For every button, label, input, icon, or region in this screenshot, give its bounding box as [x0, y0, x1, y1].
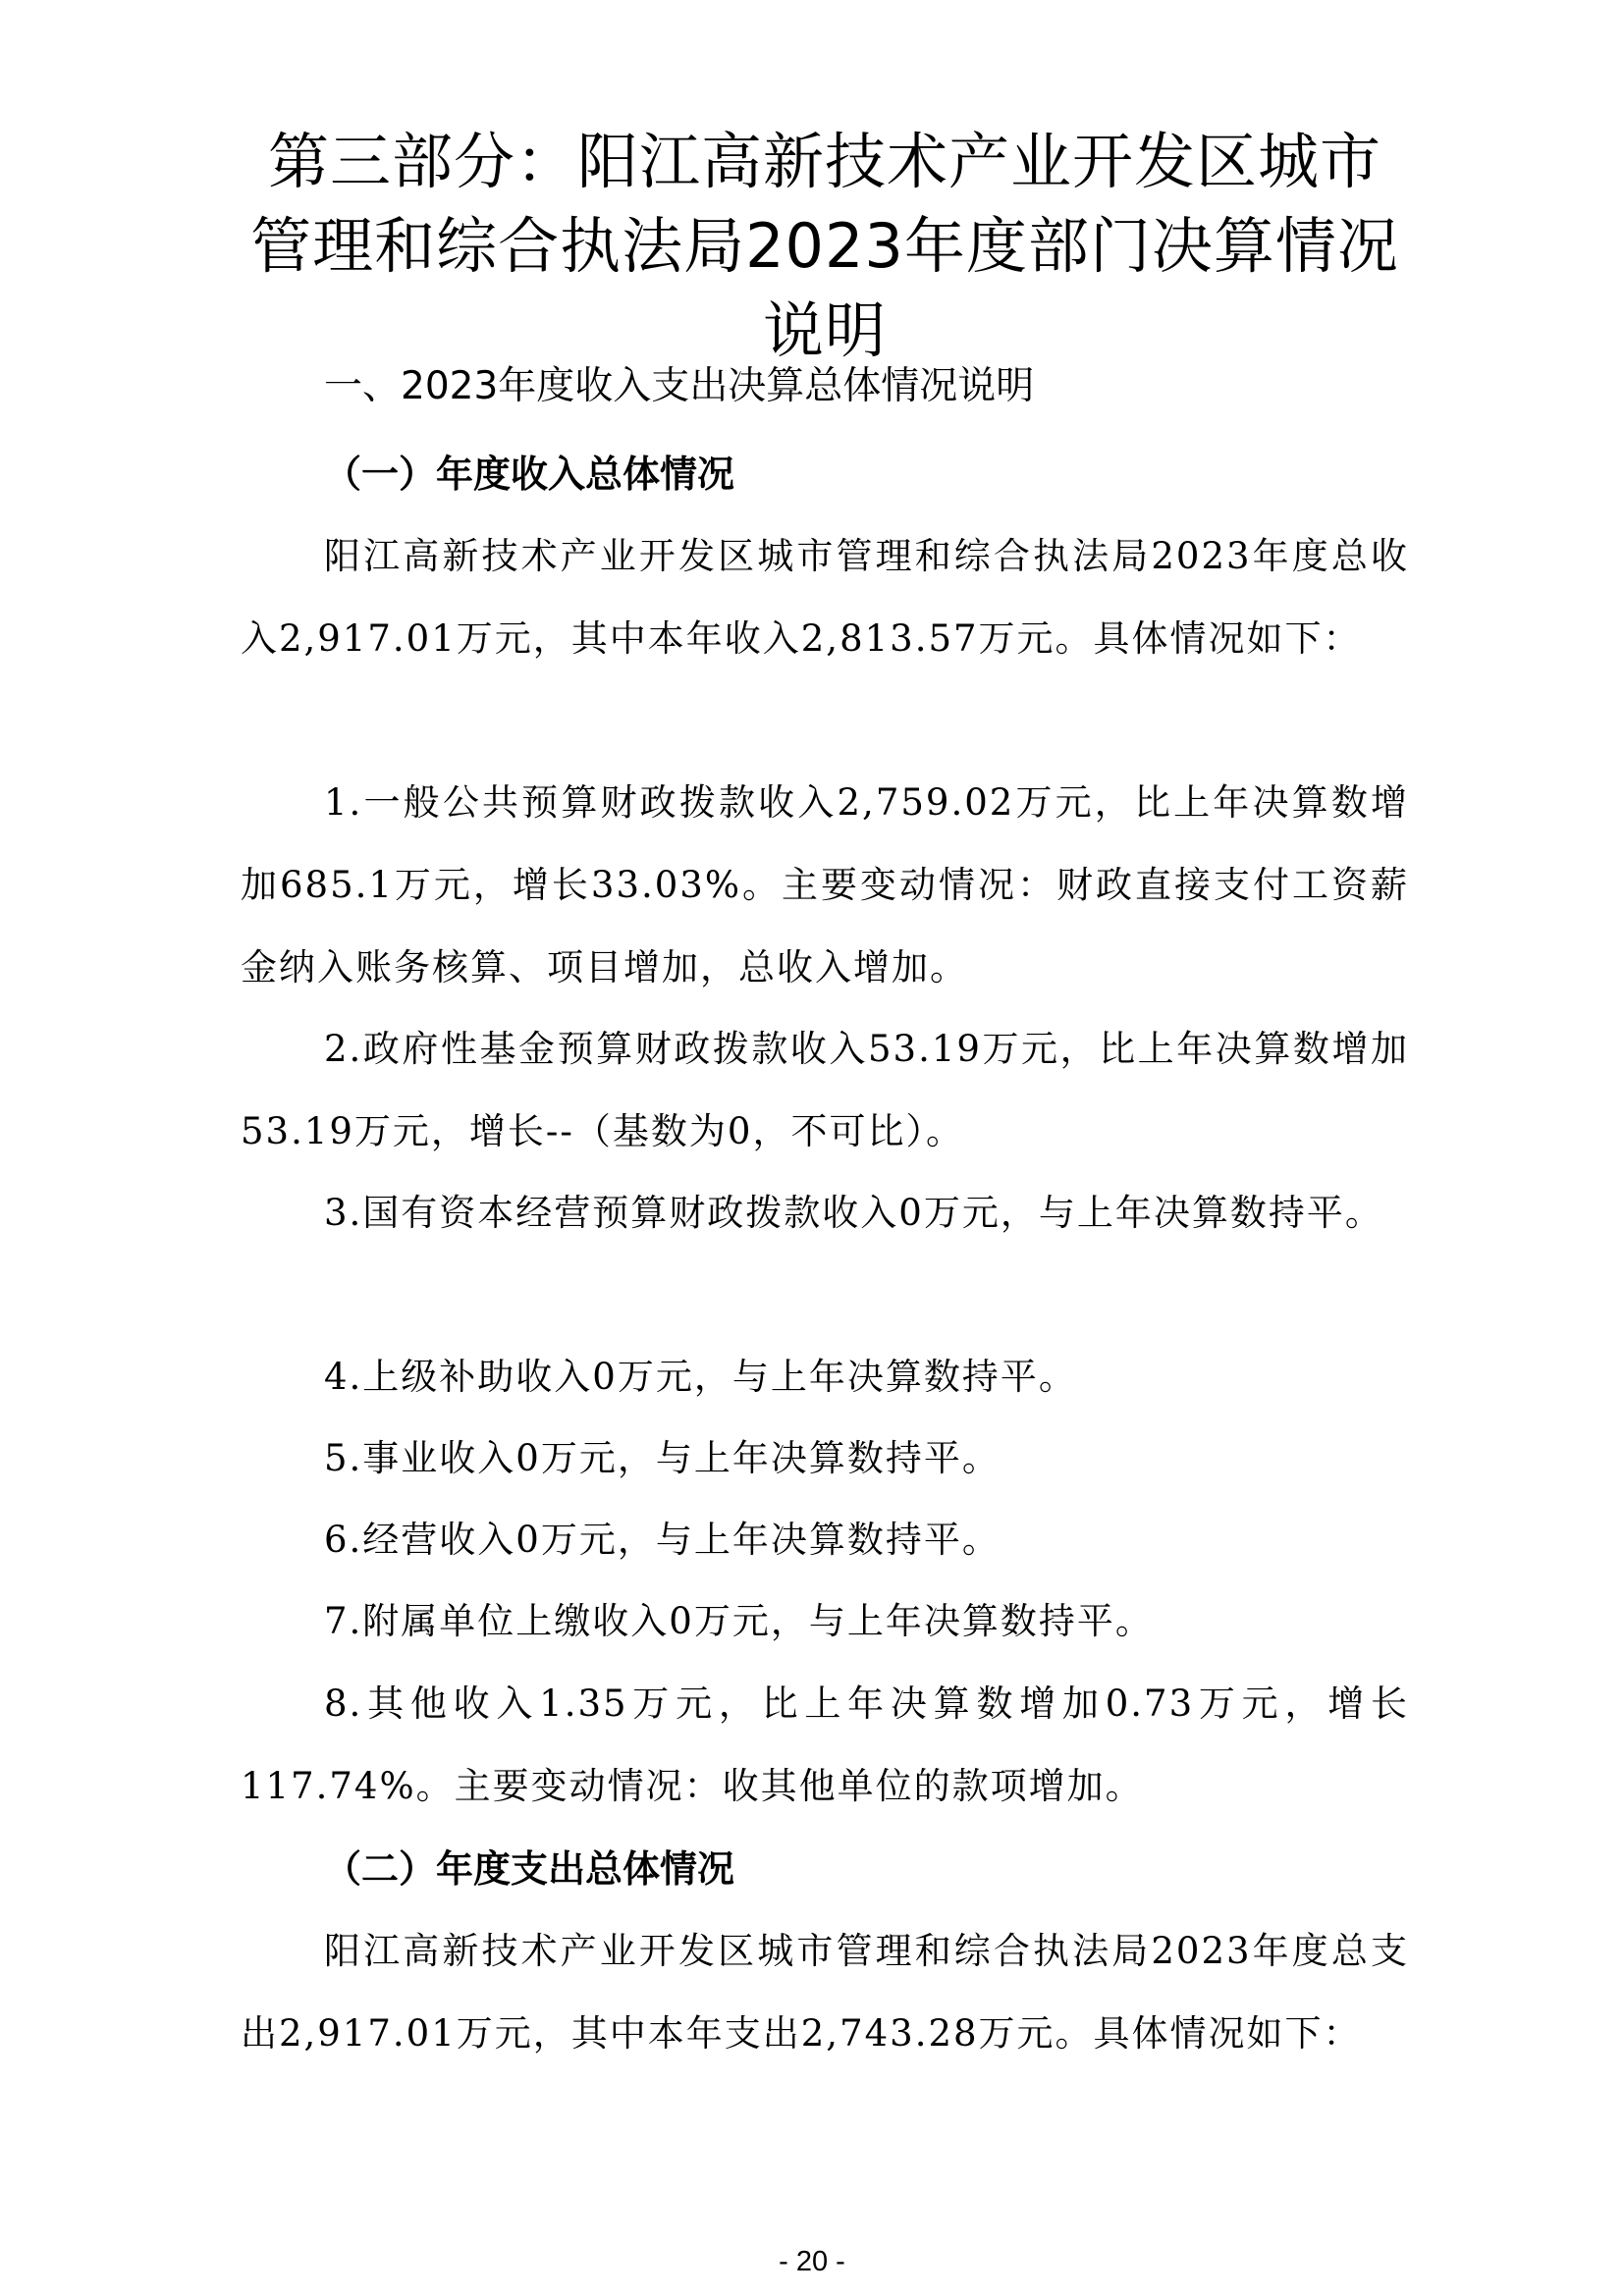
subsection-heading-income: （一）年度收入总体情况	[324, 453, 735, 496]
page-number: - 20 -	[779, 2246, 845, 2277]
income-item-3: 3.国有资本经营预算财政拨款收入0万元，与上年决算数持平。	[324, 1192, 1383, 1234]
income-item-6: 6.经营收入0万元，与上年决算数持平。	[324, 1519, 1001, 1561]
income-intro-paragraph: 阳江高新技术产业开发区城市管理和综合执法局2023年度总收入2,917.01万元，其中本年收入2,813.57万元。具体情况如下：	[241, 535, 1409, 660]
income-item-8: 8.其他收入1.35万元，比上年决算数增加0.73万元，增长117.74%。主要变动情况：收其他单位的款项增加。	[241, 1682, 1409, 1807]
income-item-5: 5.事业收入0万元，与上年决算数持平。	[324, 1437, 1001, 1479]
income-item-4: 4.上级补助收入0万元，与上年决算数持平。	[324, 1356, 1077, 1398]
expense-intro-paragraph: 阳江高新技术产业开发区城市管理和综合执法局2023年度总支出2,917.01万元，其中本年支出2,743.28万元。具体情况如下：	[241, 1930, 1409, 2055]
income-item-7: 7.附属单位上缴收入0万元，与上年决算数持平。	[324, 1600, 1154, 1642]
income-item-1: 1.一般公共预算财政拨款收入2,759.02万元，比上年决算数增加685.1万元，增长33.03%。主要变动情况：财政直接支付工资薪金纳入账务核算、项目增加，总收入增加。	[241, 781, 1409, 988]
income-item-2: 2.政府性基金预算财政拨款收入53.19万元，比上年决算数增加53.19万元，增长--（基数为0，不可比）。	[241, 1028, 1409, 1152]
document-title: 第三部分：阳江高新技术产业开发区城市管理和综合执法局2023年度部门决算情况说明	[250, 126, 1399, 366]
section-heading-income-expense-overview: 一、2023年度收入支出决算总体情况说明	[324, 364, 1035, 408]
subsection-heading-expense: （二）年度支出总体情况	[324, 1847, 735, 1891]
